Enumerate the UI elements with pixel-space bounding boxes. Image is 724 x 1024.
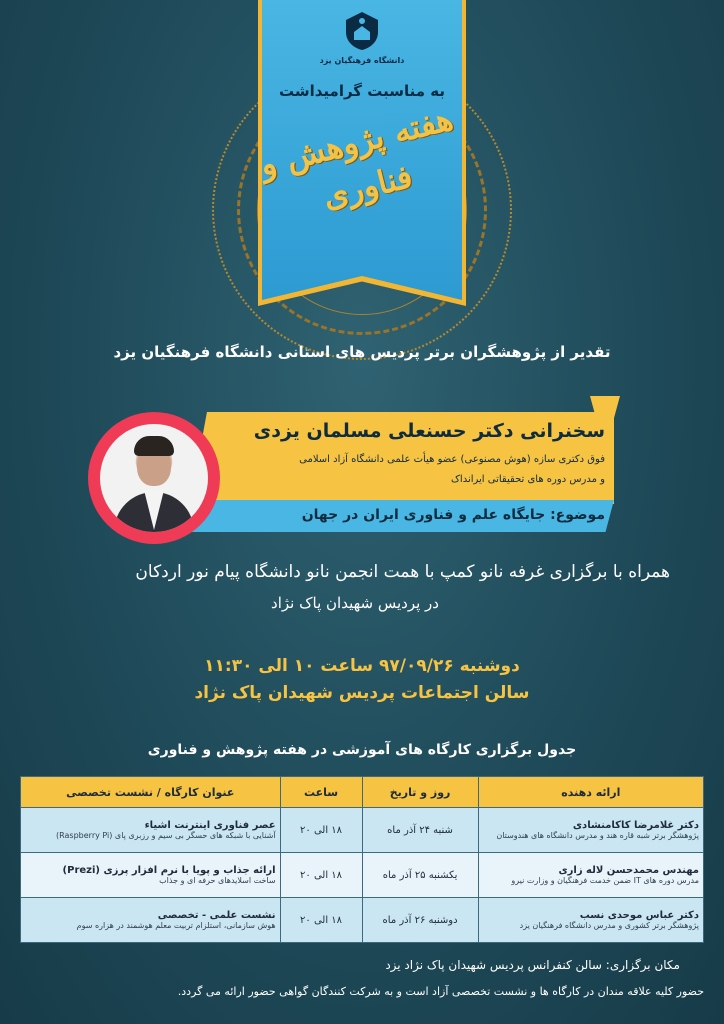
header-presenter: ارائه دهنده	[478, 777, 703, 808]
association-line-1: همراه با برگزاری غرفه نانو کمپ با همت انجمن نانو دانشگاه پیام نور اردکان	[135, 562, 670, 582]
time-cell: ۱۸ الی ۲۰	[280, 853, 362, 898]
date-cell: یکشنبه ۲۵ آذر ماه	[362, 853, 478, 898]
title-cell	[21, 898, 281, 943]
header-title: عنوان کارگاه / نشست تخصصی	[21, 777, 281, 808]
speaker-name: سخنرانی دکتر حسنعلی مسلمان یزدی	[253, 420, 605, 442]
university-logo-icon	[342, 10, 382, 52]
time-cell: ۱۸ الی ۲۰	[280, 898, 362, 943]
workshop-title: ارائه جذاب و پویا با نرم افزار پرزی (Prezi)	[62, 865, 276, 876]
event-venue: سالن اجتماعات پردیس شهیدان پاک نژاد	[194, 683, 530, 703]
title-cell	[21, 808, 281, 853]
speaker-photo	[100, 424, 208, 532]
date-cell: شنبه ۲۴ آذر ماه	[362, 808, 478, 853]
workshop-desc: هوش سازمانی، استلزام تربیت معلم هوشمند در هزاره سوم	[76, 921, 276, 930]
speech-topic: موضوع: جایگاه علم و فناوری ایران در جهان	[301, 507, 605, 523]
event-title: هفته پژوهش و فناوری	[256, 99, 457, 216]
time-cell: ۱۸ الی ۲۰	[280, 808, 362, 853]
table-row	[21, 808, 704, 853]
presenter-desc: پژوهشگر برتر کشوری و مدرس دانشگاه فرهنگیان یزد	[519, 921, 699, 930]
workshop-title: نشست علمی - تخصصی	[157, 910, 276, 921]
workshop-table-title: جدول برگزاری کارگاه های آموزشی در هفته پژوهش و فناوری	[147, 742, 577, 758]
title-cell	[21, 853, 281, 898]
workshop-desc: ساخت اسلایدهای حرفه ای و جذاب	[159, 876, 276, 885]
speaker-credentials-2: و مدرس دوره های تحقیقاتی ایرانداک	[450, 474, 605, 485]
date-cell: دوشنبه ۲۶ آذر ماه	[362, 898, 478, 943]
university-name: دانشگاه فرهنگیان یزد	[319, 56, 405, 65]
table-row	[21, 898, 704, 943]
footer-attendance: حضور کلیه علاقه مندان در کارگاه ها و نشست تخصصی آزاد است و به شرکت کنندگان گواهی حضور ارائه می گردد.	[177, 985, 704, 998]
speaker-credentials: فوق دکتری سازه (هوش مصنوعی) عضو هیأت علمی دانشگاه آزاد اسلامی	[299, 454, 605, 465]
footer-place: مکان برگزاری: سالن کنفرانس پردیس شهیدان پاک نژاد یزد	[385, 958, 680, 972]
table-header-row	[21, 777, 704, 808]
event-datetime: دوشنبه ۹۷/۰۹/۲۶ ساعت ۱۰ الی ۱۱:۳۰	[204, 656, 520, 676]
workshop-desc: آشنایی با شبکه های حسگر بی سیم و رزبری پای (Raspberry Pi)	[56, 831, 276, 840]
honor-line: تقدیر از پژوهشگران برتر پردیس های استانی دانشگاه فرهنگیان یزد	[113, 343, 611, 361]
header-time: ساعت	[280, 777, 362, 808]
occasion-text: به مناسبت گرامیداشت	[278, 82, 445, 100]
table-row	[21, 853, 704, 898]
presenter-cell	[478, 808, 703, 853]
presenter-name: دکتر عباس موحدی نسب	[579, 910, 699, 921]
presenter-desc: مدرس دوره های IT ضمن خدمت فرهنگیان و وزارت نیرو	[511, 876, 699, 885]
presenter-desc: پژوهشگر برتر شبه قاره هند و مدرس دانشگاه های هندوستان	[496, 831, 699, 840]
header-date: روز و تاریخ	[362, 777, 478, 808]
workshop-table	[20, 776, 704, 943]
presenter-name: دکتر غلامرضا کاکامنشادی	[572, 820, 699, 831]
workshop-title: عصر فناوری اینترنت اشیاء	[144, 820, 276, 831]
association-line-2: در پردیس شهیدان پاک نژاد	[271, 594, 439, 612]
presenter-cell	[478, 898, 703, 943]
presenter-cell	[478, 853, 703, 898]
presenter-name: مهندس محمدحسن لاله زاری	[558, 865, 699, 876]
